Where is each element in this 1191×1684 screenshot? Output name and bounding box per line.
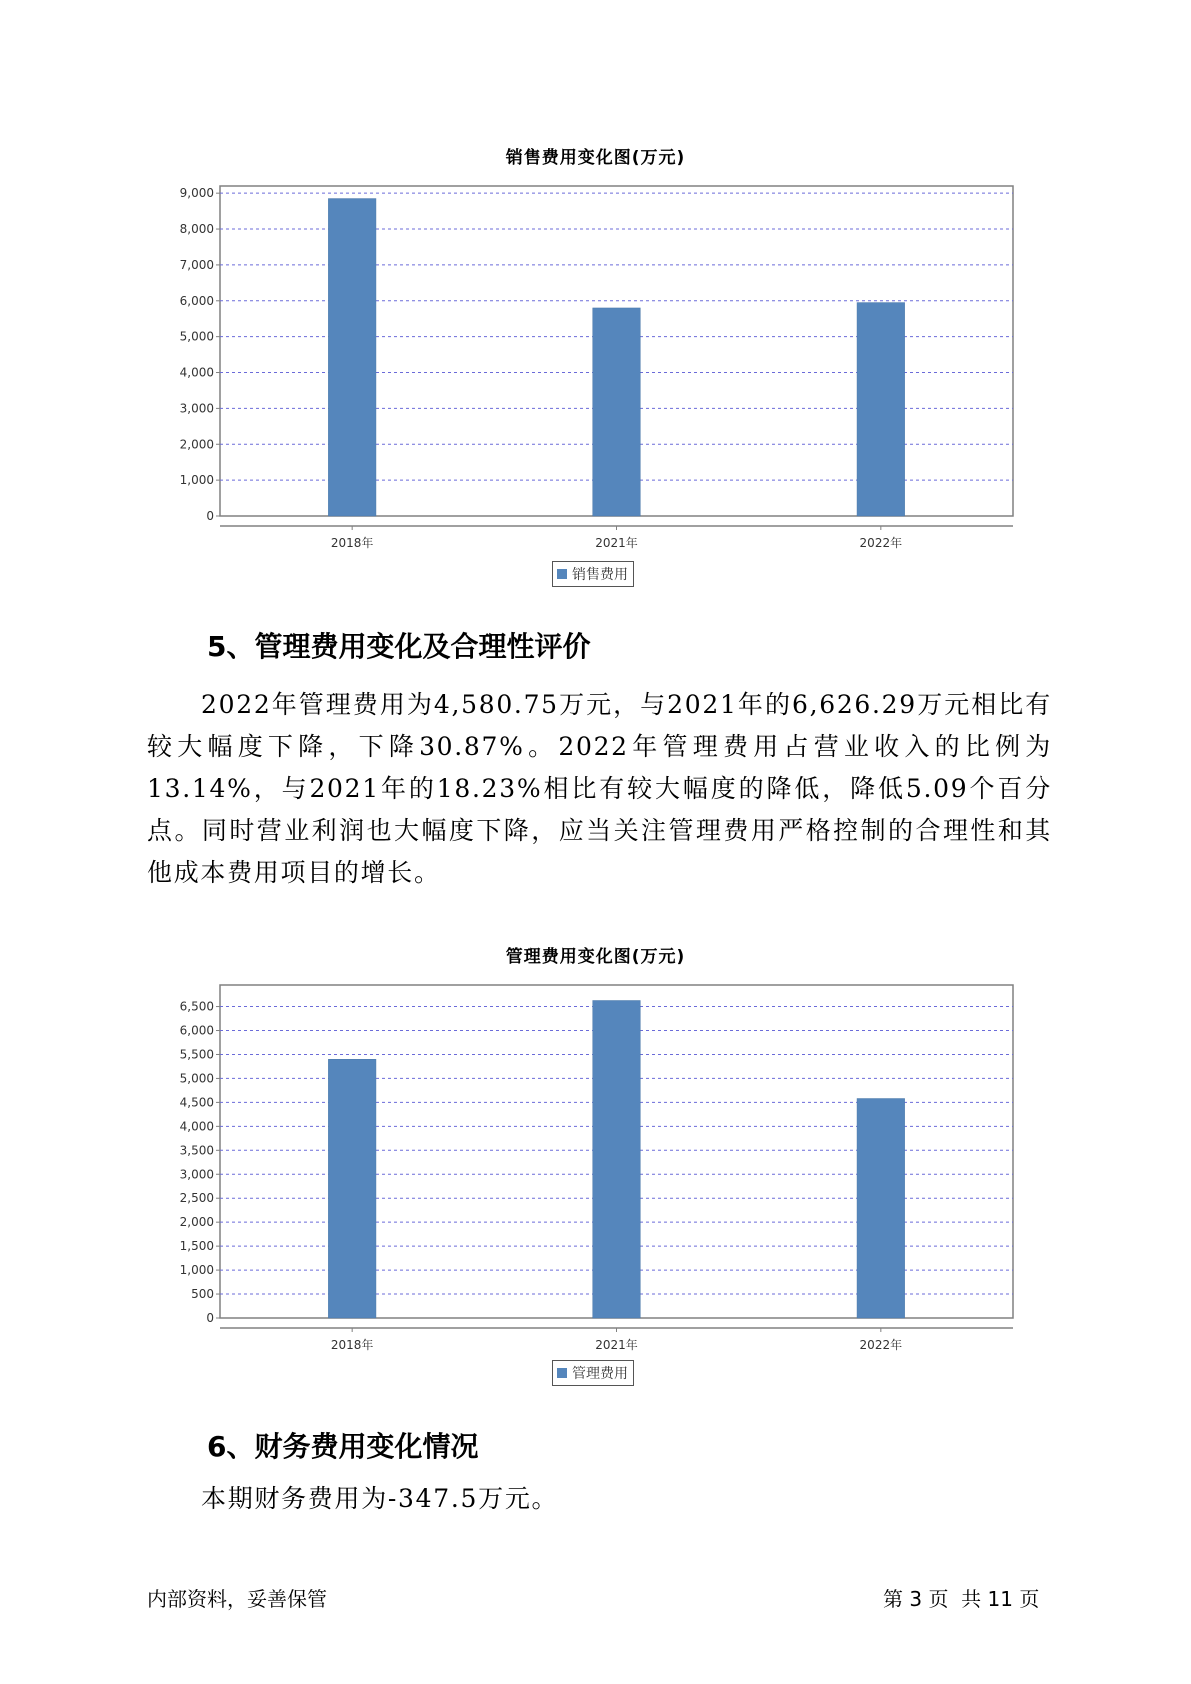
x-tick-label: 2018年: [330, 536, 374, 550]
y-tick-label: 2,500: [179, 1191, 214, 1206]
chart2-legend: [552, 1360, 634, 1386]
x-tick-label: 2021年: [595, 1338, 638, 1352]
y-tick-label: 4,000: [179, 1119, 214, 1134]
y-tick-label: 6,000: [179, 1023, 214, 1038]
bar-2022年: [857, 1099, 905, 1318]
y-tick-label: 500: [191, 1287, 214, 1302]
legend-label: 管理费用: [572, 1366, 628, 1382]
chart1-title: 销售费用变化图(万元): [505, 148, 686, 168]
bar-2021年: [593, 1001, 641, 1318]
y-tick-label: 8,000: [179, 222, 214, 237]
y-tick-label: 2,000: [179, 1215, 214, 1230]
y-tick-label: 1,500: [179, 1239, 214, 1254]
y-tick-label: 4,000: [179, 365, 214, 380]
y-tick-label: 7,000: [179, 257, 214, 272]
legend-label: 销售费用: [572, 567, 628, 583]
x-tick-label: 2022年: [859, 536, 903, 550]
footer-confidential: 内部资料，妥善保管: [147, 1587, 327, 1611]
chart2-title: 管理费用变化图(万元): [505, 947, 686, 967]
x-tick-label: 2022年: [859, 1338, 903, 1352]
y-tick-label: 2,000: [179, 437, 214, 452]
y-tick-label: 6,000: [179, 293, 214, 308]
section6-paragraph: 本期财务费用为-347.5万元。: [201, 1484, 559, 1513]
y-tick-label: 1,000: [179, 1263, 214, 1278]
y-tick-label: 6,500: [179, 999, 214, 1014]
y-tick-label: 3,000: [179, 1167, 214, 1182]
y-tick-label: 3,500: [179, 1143, 214, 1158]
y-tick-label: 5,000: [179, 1071, 214, 1086]
y-tick-label: 3,000: [179, 401, 214, 416]
y-tick-label: 1,000: [179, 473, 214, 488]
footer-page-number: 第 3 页 共 11 页: [883, 1587, 1040, 1611]
x-tick-label: 2021年: [595, 536, 638, 550]
section6-heading: 6、财务费用变化情况: [207, 1430, 479, 1463]
y-tick-label: 0: [206, 1311, 214, 1325]
section5-heading: 5、管理费用变化及合理性评价: [207, 630, 591, 663]
y-tick-label: 9,000: [179, 186, 214, 201]
y-tick-label: 4,500: [179, 1095, 214, 1110]
x-tick-label: 2018年: [330, 1338, 374, 1352]
legend-swatch: [557, 1368, 567, 1378]
y-tick-label: 5,000: [179, 329, 214, 344]
y-tick-label: 0: [206, 509, 214, 523]
section5-paragraph: 2022年管理费用为4,580.75万元，与2021年的6,626.29万元相比有较大幅度下降，下降30.87%。2022年管理费用占营业收入的比例为13.14%，与2021年的18.23%相比有较大幅度的降低，降低5.09个百分点。同时营业利润也大幅度下降，应当关注管理费用严格控制的合理性和其他成本费用项目的增长。: [147, 690, 1052, 887]
y-tick-label: 5,500: [179, 1047, 214, 1062]
bar-2018年: [328, 1059, 376, 1318]
